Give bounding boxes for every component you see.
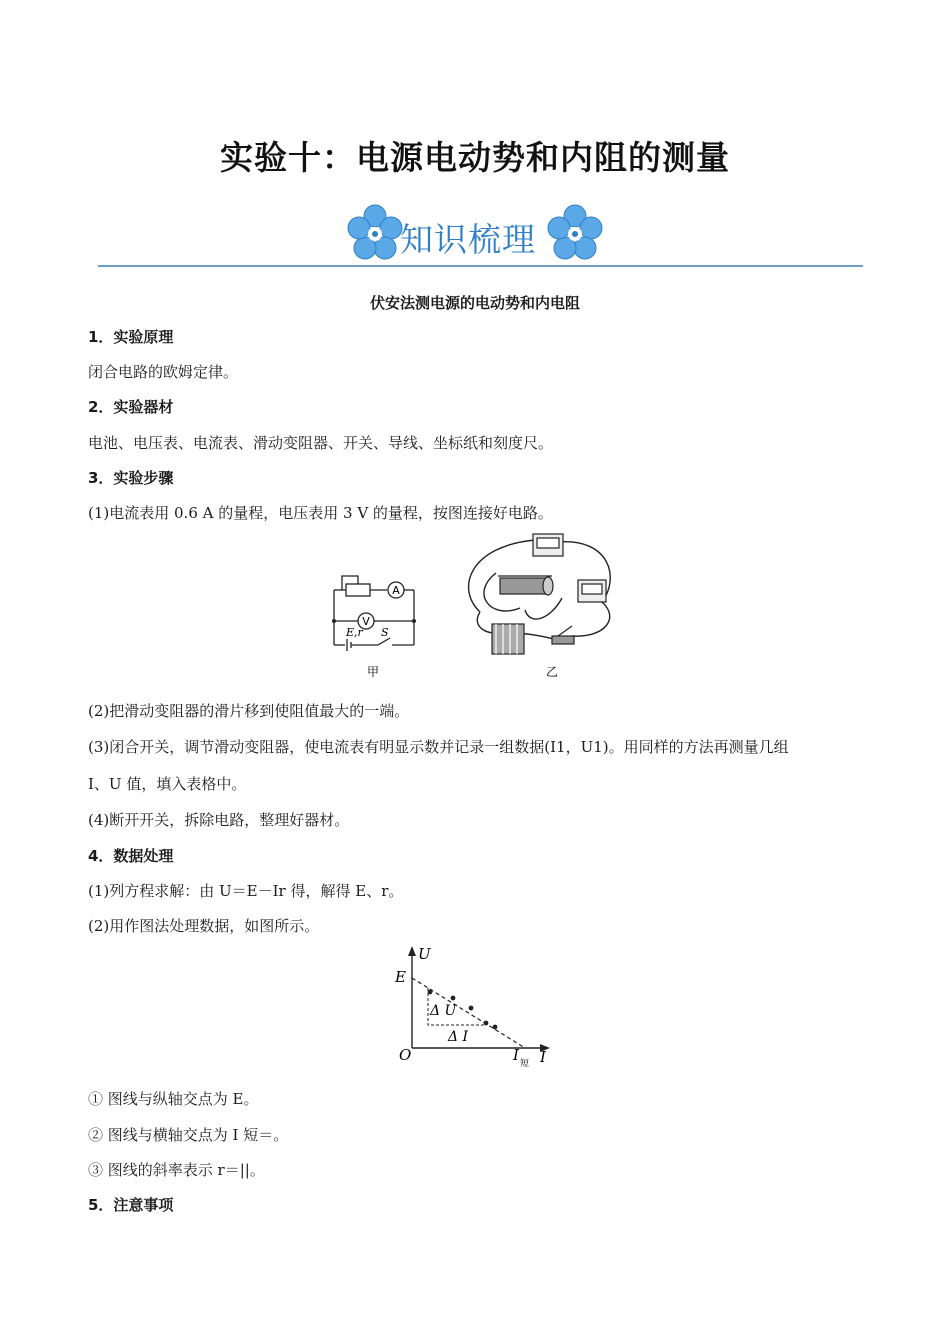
- heading-data: 4．数据处理: [88, 847, 174, 865]
- text-equipment: 电池、电压表、电流表、滑动变阻器、开关、导线、坐标纸和刻度尺。: [88, 434, 554, 452]
- figure-caption-left: 甲: [366, 665, 380, 679]
- e-label: E: [395, 968, 406, 986]
- text-conclusion-1: ① 图线与纵轴交点为 E。: [88, 1090, 259, 1108]
- heading-equipment: 2．实验器材: [88, 398, 174, 416]
- ishort-label: I: [513, 1046, 519, 1064]
- text-data-1: (1)列方程求解：由 U＝E－Ir 得，解得 E、r。: [88, 882, 404, 900]
- figure-caption-right: 乙: [545, 665, 559, 679]
- ishort-subscript: 短: [520, 1059, 530, 1069]
- text-conclusion-3: ③ 图线的斜率表示 r＝||。: [88, 1161, 265, 1179]
- text-conclusion-2: ② 图线与横轴交点为 I 短＝。: [88, 1126, 289, 1144]
- delta-i-label: Δ I: [448, 1029, 469, 1045]
- axis-i-label: I: [540, 1048, 546, 1066]
- text-step-1: (1)电流表用 0.6 A 的量程，电压表用 3 V 的量程，按图连接好电路。: [88, 504, 553, 522]
- page-title: 实验十：电源电动势和内阻的测量: [220, 138, 730, 177]
- text-step-4: (4)断开开关，拆除电路，整理好器材。: [88, 811, 350, 829]
- banner-title: 知识梳理: [400, 220, 536, 259]
- delta-u-label: Δ U: [430, 1003, 457, 1019]
- circuit-figure: [320, 528, 640, 683]
- flower-icon: [346, 204, 404, 262]
- heading-notes: 5．注意事项: [88, 1196, 174, 1214]
- text-data-2: (2)用作图法处理数据，如图所示。: [88, 917, 320, 935]
- origin-label: O: [399, 1046, 412, 1064]
- heading-steps: 3．实验步骤: [88, 469, 174, 487]
- divider: [98, 265, 863, 267]
- text-principle: 闭合电路的欧姆定律。: [88, 363, 239, 381]
- text-step-3b: I、U 值，填入表格中。: [88, 775, 247, 793]
- text-step-3a: (3)闭合开关，调节滑动变阻器，使电流表有明显示数并记录一组数据(I1，U1)。用同样的方法再测量几组: [88, 738, 789, 756]
- ammeter-label: A: [392, 584, 400, 597]
- section-subtitle: 伏安法测电源的电动势和内电阻: [369, 294, 580, 312]
- text-step-2: (2)把滑动变阻器的滑片移到使阻值最大的一端。: [88, 702, 410, 720]
- switch-label: S: [381, 626, 389, 639]
- heading-principle: 1．实验原理: [88, 328, 174, 346]
- axis-u-label: U: [418, 945, 431, 963]
- flower-icon: [546, 204, 604, 262]
- battery-label: E,r: [346, 626, 363, 639]
- section-banner: [340, 200, 610, 266]
- voltmeter-label: V: [362, 615, 370, 628]
- ui-graph: [385, 940, 560, 1075]
